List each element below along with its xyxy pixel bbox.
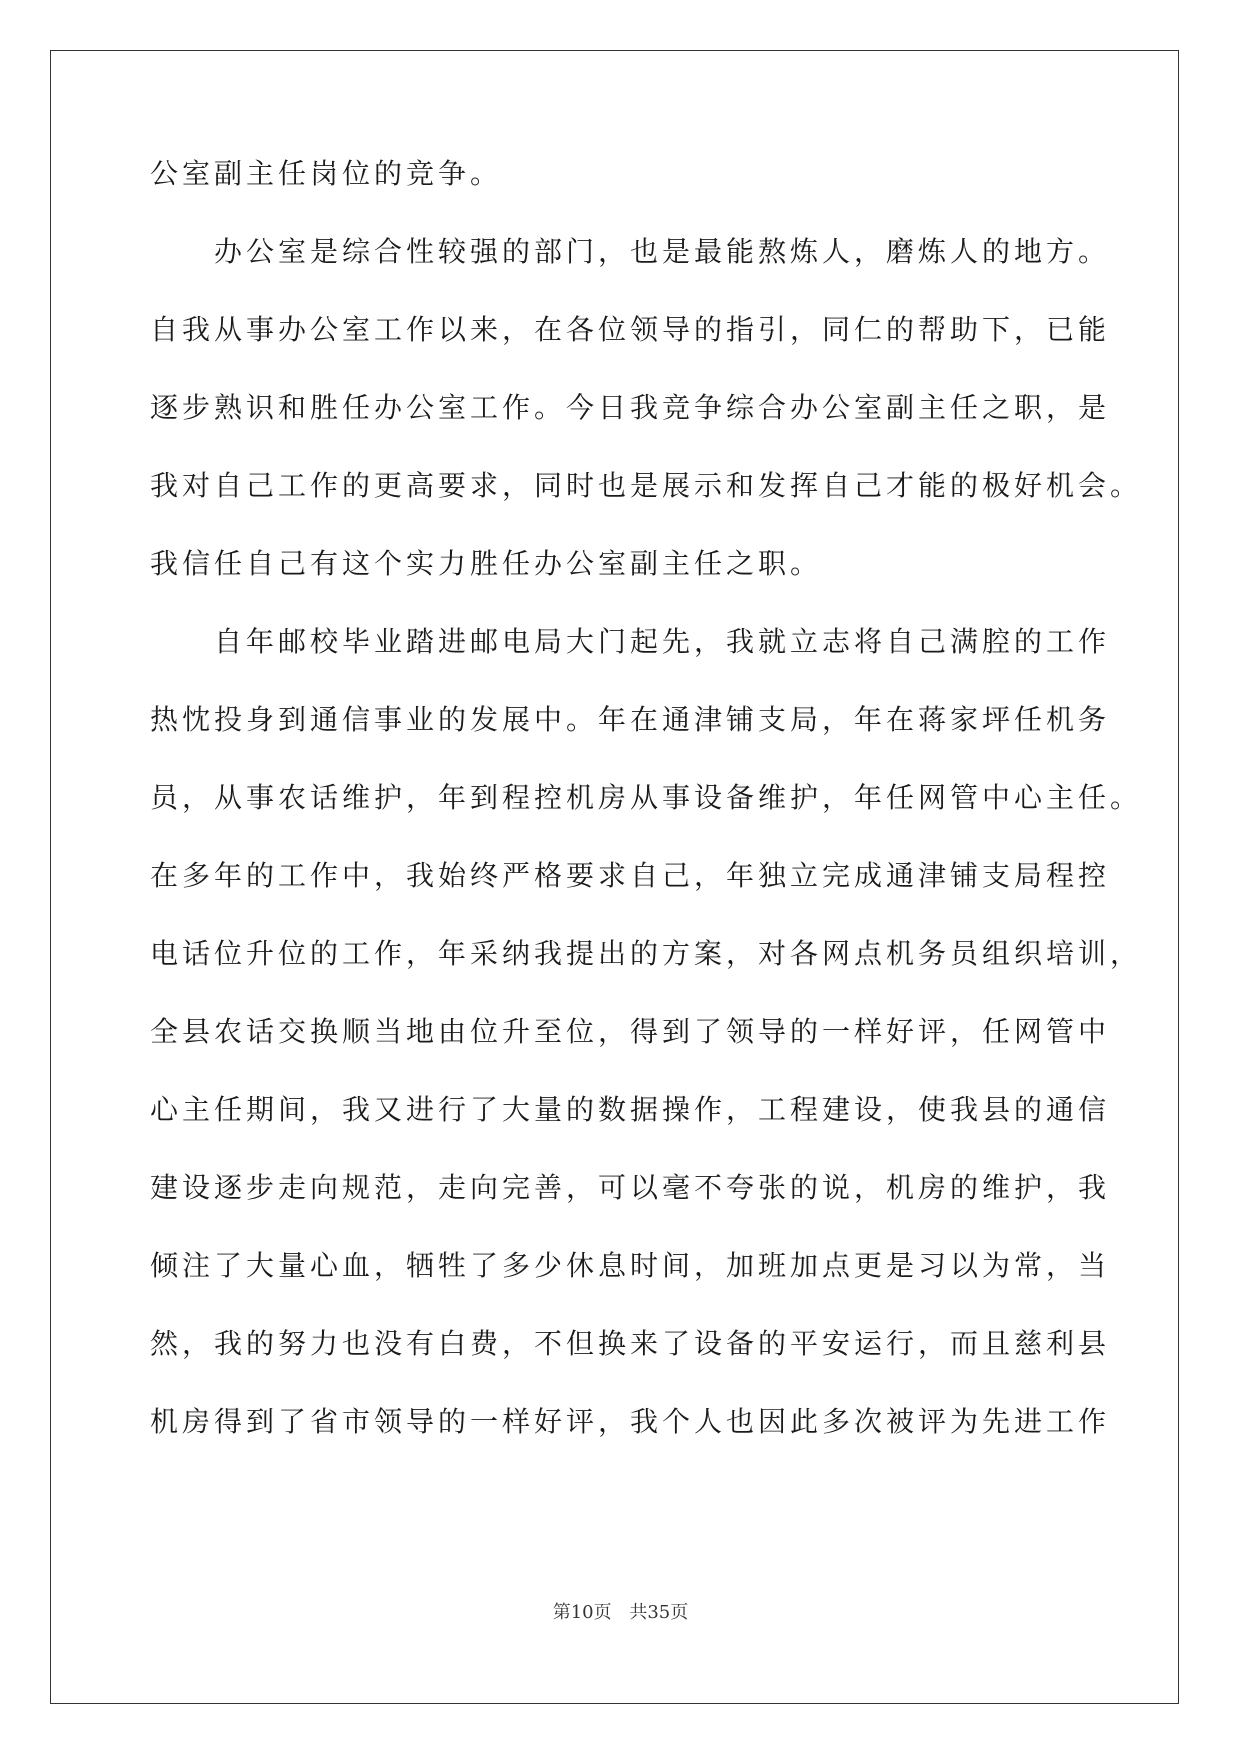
text-line: 倾注了大量心血，牺牲了多少休息时间，加班加点更是习以为常，当 bbox=[150, 1249, 1111, 1282]
page-total: 共35页 bbox=[629, 1602, 689, 1623]
text-line: 热忱投身到通信事业的发展中。年在通津铺支局，年在蒋家坪任机务 bbox=[150, 703, 1111, 736]
text-line: 电话位升位的工作，年采纳我提出的方案，对各网点机务员组织培训， bbox=[150, 937, 1143, 970]
paragraph-start-line: 自年邮校毕业踏进邮电局大门起先，我就立志将自己满腔的工作 bbox=[214, 625, 1111, 658]
text-line: 公室副主任岗位的竞争。 bbox=[150, 157, 503, 190]
text-line: 心主任期间，我又进行了大量的数据操作，工程建设，使我县的通信 bbox=[150, 1093, 1111, 1126]
document-body bbox=[150, 157, 1143, 1483]
text-line: 在多年的工作中，我始终严格要求自己，年独立完成通津铺支局程控 bbox=[150, 859, 1111, 892]
text-line: 全县农话交换顺当地由位升至位，得到了领导的一样好评，任网管中 bbox=[150, 1015, 1111, 1048]
page-number: 第10页 bbox=[552, 1602, 612, 1623]
text-line: 机房得到了省市领导的一样好评，我个人也因此多次被评为先进工作 bbox=[150, 1405, 1111, 1438]
text-line: 建设逐步走向规范，走向完善，可以毫不夸张的说，机房的维护，我 bbox=[150, 1171, 1111, 1204]
page-footer bbox=[0, 1598, 1241, 1624]
text-line: 然，我的努力也没有白费，不但换来了设备的平安运行，而且慈利县 bbox=[150, 1327, 1111, 1360]
text-line: 逐步熟识和胜任办公室工作。今日我竞争综合办公室副主任之职，是 bbox=[150, 391, 1111, 424]
paragraph-start-line: 办公室是综合性较强的部门，也是最能熬炼人，磨炼人的地方。 bbox=[214, 235, 1111, 268]
text-line: 自我从事办公室工作以来，在各位领导的指引，同仁的帮助下，已能 bbox=[150, 313, 1111, 346]
text-line: 员，从事农话维护，年到程控机房从事设备维护，年任网管中心主任。 bbox=[150, 781, 1143, 814]
text-line: 我对自己工作的更高要求，同时也是展示和发挥自己才能的极好机会。 bbox=[150, 469, 1143, 502]
text-line: 我信任自己有这个实力胜任办公室副主任之职。 bbox=[150, 547, 823, 580]
